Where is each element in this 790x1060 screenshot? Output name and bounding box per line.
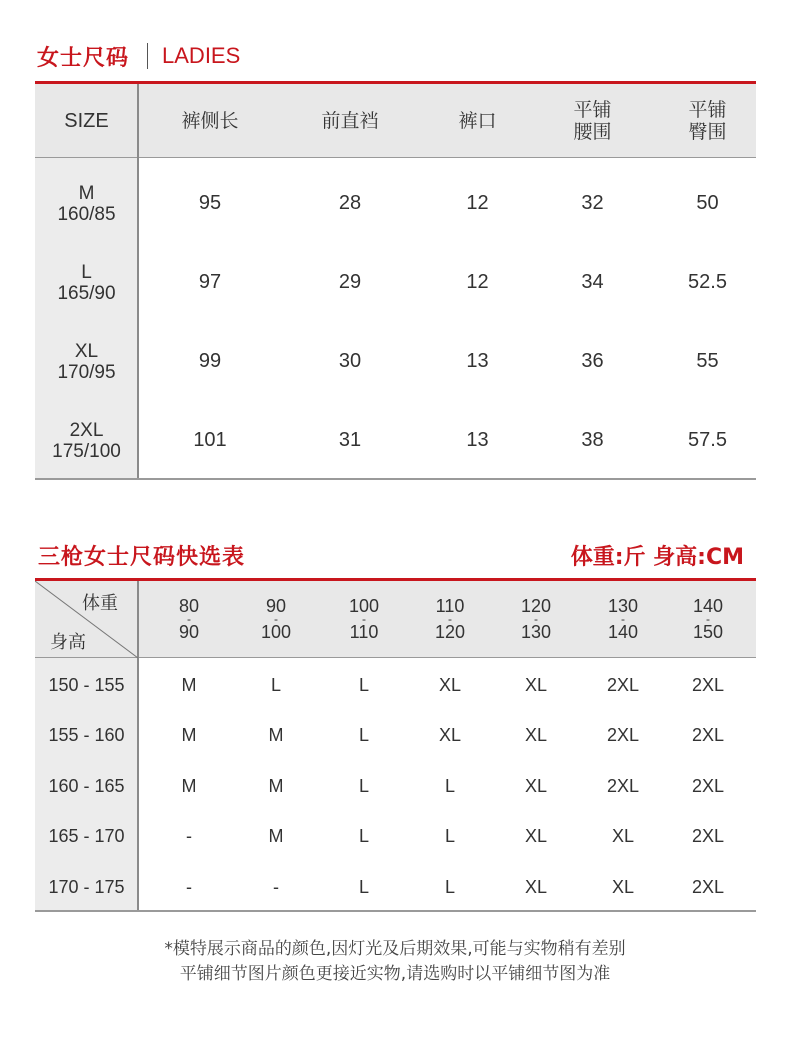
table1-header-3 (420, 84, 535, 158)
weight-from: 100 (348, 596, 380, 616)
recommended-size: XL (438, 674, 462, 695)
recommended-size-cell (579, 711, 667, 761)
height-range-label: 155 - 160 (48, 725, 125, 745)
weight-range-header (492, 584, 580, 654)
weight-range-header (664, 584, 752, 654)
recommended-size: 2XL (691, 674, 725, 695)
recommended-size-cell (406, 862, 494, 912)
table1-value-cell (650, 164, 765, 243)
size-label: 2XL (69, 419, 104, 441)
recommended-size: M (181, 775, 197, 796)
height-range-cell (35, 761, 138, 811)
recommended-size-cell (406, 660, 494, 710)
table1-value-cell (280, 164, 420, 243)
table1-header-1-line-0: 裤侧长 (181, 110, 239, 132)
recommended-size-cell (406, 812, 494, 862)
table1-value-cell (140, 243, 280, 322)
title-cn: 女士尺码 (37, 45, 130, 71)
recommended-size-cell (320, 711, 408, 761)
weight-to: 110 (349, 622, 379, 642)
table1-value-cell (420, 164, 535, 243)
weight-from: 110 (435, 596, 465, 616)
recommended-size: L (358, 674, 369, 695)
size-label: M (78, 182, 95, 204)
weight-range-header (579, 584, 667, 654)
title-en: LADIES (162, 43, 241, 68)
recommended-size-cell (664, 812, 752, 862)
recommended-size: 2XL (691, 876, 725, 897)
recommended-size: L (358, 725, 369, 745)
recommended-size: XL (524, 826, 548, 846)
recommended-size-cell (232, 862, 320, 912)
measurement-value: 28 (338, 192, 362, 214)
recommended-size: XL (524, 876, 548, 897)
recommended-size-cell (492, 711, 580, 761)
recommended-size-cell (492, 862, 580, 912)
recommended-size-cell (232, 660, 320, 710)
recommended-size: 2XL (606, 775, 640, 796)
recommended-size: L (270, 674, 281, 695)
weight-range-header (320, 584, 408, 654)
table1-size-cell (35, 164, 138, 243)
recommended-size: L (444, 876, 455, 897)
weight-dash: - (274, 612, 278, 626)
size-spec: 175/100 (52, 440, 121, 462)
weight-from: 90 (265, 596, 287, 616)
recommended-size-cell (320, 761, 408, 811)
weight-from: 80 (178, 596, 200, 616)
recommended-size-cell (145, 812, 233, 862)
height-range-cell (35, 711, 138, 761)
height-range-cell (35, 812, 138, 862)
recommended-size-cell (664, 660, 752, 710)
recommended-size-cell (406, 711, 494, 761)
recommended-size-cell (145, 761, 233, 811)
footnote-line-2: 平铺细节图片颜色更接近实物,请选购时以平铺细节图为准 (179, 964, 611, 984)
recommended-size-cell (406, 761, 494, 811)
table1-value-cell (280, 243, 420, 322)
table1-size-cell (35, 243, 138, 322)
recommended-size: XL (438, 725, 462, 745)
recommended-size: L (444, 826, 455, 846)
measurement-value: 12 (466, 192, 489, 214)
recommended-size: 2XL (606, 674, 640, 695)
footnote-line-1: *模特展示商品的颜色,因灯光及后期效果,可能与实物稍有差别 (164, 939, 626, 959)
weight-to: 130 (520, 622, 552, 642)
weight-to: 90 (178, 622, 200, 642)
measurement-value: 29 (338, 271, 362, 293)
quick-select-title: 三枪女士尺码快选表 (38, 545, 246, 570)
measurement-value: 31 (338, 429, 362, 451)
recommended-size-cell (320, 862, 408, 912)
size-spec: 165/90 (57, 282, 116, 304)
recommended-size-cell (579, 660, 667, 710)
measurement-value: 101 (193, 429, 227, 451)
recommended-size: M (181, 725, 197, 745)
recommended-size: L (358, 826, 369, 846)
recommended-size: - (273, 876, 279, 897)
recommended-size-cell (320, 812, 408, 862)
recommended-size-cell (664, 761, 752, 811)
table1-value-cell (140, 164, 280, 243)
corner-weight-label: 体重 (82, 593, 118, 614)
measurement-value: 12 (466, 271, 489, 293)
units-label: 体重:斤 身高:CM (570, 545, 744, 570)
height-range-cell (35, 862, 138, 912)
recommended-size: L (444, 775, 455, 796)
weight-to: 100 (260, 622, 292, 642)
table1-header-4 (535, 84, 650, 158)
table1-header-5-line-0: 平铺 (688, 99, 727, 121)
table1-value-cell (140, 401, 280, 480)
table1-value-cell (535, 164, 650, 243)
weight-from: 140 (692, 596, 724, 616)
table1-header-1 (140, 84, 280, 158)
recommended-size: XL (611, 876, 635, 897)
weight-to: 150 (692, 622, 724, 642)
recommended-size: M (181, 674, 197, 695)
table1-value-cell (280, 401, 420, 480)
recommended-size: - (186, 876, 192, 897)
recommended-size: 2XL (691, 826, 725, 846)
table1-header-3-line-0: 裤口 (458, 110, 497, 132)
recommended-size-cell (492, 761, 580, 811)
height-range-label: 170 - 175 (48, 876, 125, 897)
table1-header-5-line-1: 臀围 (688, 121, 727, 143)
table1-value-cell (535, 401, 650, 480)
corner-height-label: 身高 (50, 632, 86, 653)
measurement-value: 30 (338, 350, 362, 372)
table1-header-0-line-0: SIZE (64, 109, 109, 132)
recommended-size-cell (492, 812, 580, 862)
recommended-size: - (186, 826, 192, 846)
table1-value-cell (420, 401, 535, 480)
size-label: L (81, 261, 92, 283)
size-spec: 170/95 (57, 361, 116, 383)
table1-value-cell (650, 243, 765, 322)
table1-value-cell (650, 401, 765, 480)
measurement-value: 52.5 (688, 271, 727, 293)
measurement-value: 55 (696, 350, 719, 372)
table1-value-cell (420, 322, 535, 401)
recommended-size-cell (232, 711, 320, 761)
recommended-size-cell (579, 761, 667, 811)
recommended-size: XL (524, 674, 548, 695)
weight-to: 120 (434, 622, 466, 642)
recommended-size-cell (579, 862, 667, 912)
table1-header-2-line-0: 前直裆 (321, 110, 379, 132)
table1-header-2 (280, 84, 420, 158)
measurement-value: 50 (696, 192, 719, 214)
weight-to: 140 (607, 622, 639, 642)
ladies-size-title (37, 36, 240, 76)
measurement-value: 97 (198, 271, 222, 293)
weight-from: 130 (607, 596, 639, 616)
measurement-value: 36 (581, 350, 604, 372)
measurement-value: 57.5 (688, 429, 727, 451)
size-label: XL (74, 340, 99, 362)
recommended-size-cell (320, 660, 408, 710)
table1-size-cell (35, 322, 138, 401)
weight-dash: - (534, 612, 538, 626)
recommended-size-cell (579, 812, 667, 862)
measurement-value: 38 (581, 429, 604, 451)
measurement-value: 32 (581, 192, 604, 214)
recommended-size-cell (232, 812, 320, 862)
weight-range-header (406, 584, 494, 654)
size-spec: 160/85 (57, 203, 116, 225)
weight-from: 120 (520, 596, 552, 616)
recommended-size: M (268, 775, 284, 796)
table1-size-cell (35, 401, 138, 480)
recommended-size-cell (145, 862, 233, 912)
recommended-size-cell (492, 660, 580, 710)
table1-value-cell (140, 322, 280, 401)
weight-range-header (232, 584, 320, 654)
recommended-size: XL (524, 775, 548, 796)
height-range-cell (35, 660, 138, 710)
title-divider (147, 43, 148, 69)
measurement-value: 95 (198, 192, 222, 214)
weight-range-header (145, 584, 233, 654)
recommended-size: XL (611, 826, 635, 846)
recommended-size: L (358, 876, 369, 897)
recommended-size: L (358, 775, 369, 796)
weight-dash: - (621, 612, 625, 626)
weight-dash: - (706, 612, 710, 626)
table1-header-0 (35, 84, 138, 158)
table1-value-cell (420, 243, 535, 322)
recommended-size: M (268, 826, 284, 846)
recommended-size: 2XL (691, 775, 725, 796)
measurement-value: 34 (581, 271, 604, 293)
table2-header-rule (35, 657, 756, 658)
recommended-size: XL (524, 725, 548, 745)
table1-value-cell (650, 322, 765, 401)
measurement-value: 99 (198, 350, 222, 372)
recommended-size-cell (145, 711, 233, 761)
weight-dash: - (448, 612, 452, 626)
table1-header-5 (650, 84, 765, 158)
table1-value-cell (535, 243, 650, 322)
recommended-size: 2XL (606, 725, 640, 745)
recommended-size-cell (232, 761, 320, 811)
table1-value-cell (535, 322, 650, 401)
height-range-label: 150 - 155 (48, 674, 125, 695)
recommended-size-cell (664, 862, 752, 912)
measurement-value: 13 (466, 429, 489, 451)
height-range-label: 165 - 170 (48, 826, 125, 846)
table1-header-4-line-1: 腰围 (573, 121, 612, 143)
recommended-size: M (268, 725, 284, 745)
recommended-size-cell (145, 660, 233, 710)
recommended-size-cell (664, 711, 752, 761)
weight-dash: - (362, 612, 366, 626)
table1-header-4-line-0: 平铺 (573, 99, 612, 121)
recommended-size: 2XL (691, 725, 725, 745)
height-range-label: 160 - 165 (48, 775, 125, 796)
measurement-value: 13 (466, 350, 489, 372)
weight-dash: - (187, 612, 191, 626)
table1-value-cell (280, 322, 420, 401)
